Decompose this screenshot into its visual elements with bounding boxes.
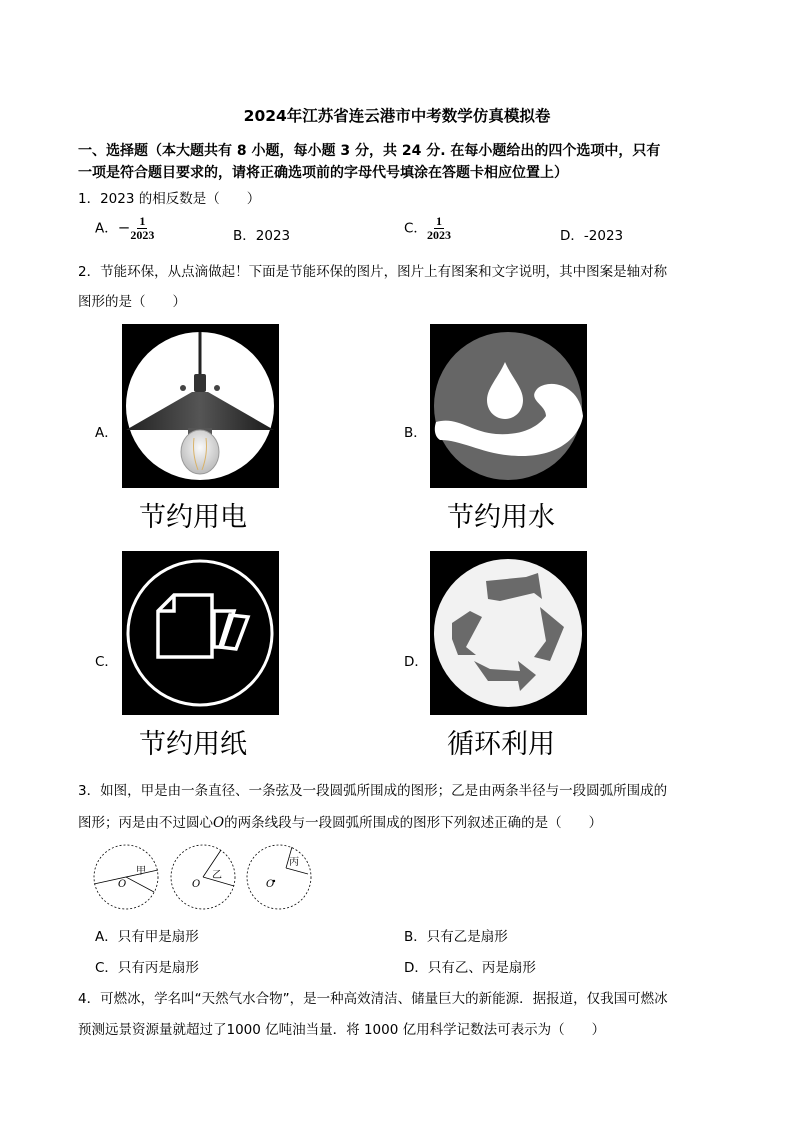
denominator: 2023 — [130, 228, 155, 242]
o-label: O — [266, 879, 275, 890]
q2-stem-line1: 2．节能环保，从点滴做起！下面是节能环保的图片，图片上有图案和文字说明，其中图案是轴对称 — [78, 264, 668, 280]
recycle-image — [430, 551, 587, 715]
paper-icon — [122, 551, 279, 715]
q2-stem-line2: 图形的是（ ） — [78, 294, 186, 310]
figure-bing — [247, 845, 311, 909]
water-image — [430, 324, 587, 488]
denominator: 2023 — [426, 228, 451, 242]
fraction — [130, 215, 154, 242]
q2-label-a: A． — [95, 425, 118, 441]
q1-option-c — [404, 215, 451, 242]
jia-label: 甲 — [136, 866, 146, 877]
q1-option-a-label: A． — [95, 220, 118, 237]
q1-option-b: B．2023 — [233, 228, 291, 244]
q3-option-c: C．只有丙是扇形 — [95, 960, 199, 976]
fraction — [427, 215, 451, 242]
q1-option-d: D．-2023 — [560, 228, 624, 244]
q2-label-b: B． — [404, 425, 427, 441]
q1-option-c-label: C． — [404, 220, 427, 237]
minus-sign: − — [117, 218, 131, 237]
circles-figure — [92, 840, 322, 914]
o-label: O — [118, 879, 127, 890]
section-header-line2: 一项是符合题目要求的，请将正确选项前的字母代号填涂在答题卡相应位置上） — [78, 165, 568, 181]
q2-label-c: C． — [95, 654, 118, 670]
q3-option-d: D．只有乙、丙是扇形 — [404, 960, 536, 976]
paper-image — [122, 551, 279, 715]
q3-option-b: B．只有乙是扇形 — [404, 929, 508, 945]
q1-option-a — [95, 215, 154, 242]
q2-caption-d: 循环利用 — [447, 729, 555, 760]
q2-caption-b: 节约用水 — [447, 502, 555, 533]
q4-stem-line2: 预测远景资源量就超过了1000 亿吨油当量．将 1000 亿用科学记数法可表示为（ ） — [78, 1022, 606, 1038]
q3-stem-line2-part2: 的两条线段与一段圆弧所围成的图形下列叙述正确的是（ ） — [224, 815, 603, 831]
numerator: 1 — [139, 214, 146, 228]
lamp-icon — [122, 324, 279, 488]
lamp-image — [122, 324, 279, 488]
recycle-icon — [430, 551, 587, 715]
yi-label: 乙 — [212, 870, 222, 881]
q2-caption-c: 节约用纸 — [139, 729, 247, 760]
figure-yi — [171, 845, 235, 909]
q3-stem-line2-part1: 图形；丙是由不过圆心 — [78, 815, 213, 831]
q3-stem-line2 — [78, 811, 602, 831]
bing-label: 丙 — [289, 857, 299, 868]
q4-stem-line1: 4．可燃冰，学名叫“天然气水合物”，是一种高效清洁、储量巨大的新能源．据报道，仅我国可燃冰 — [78, 991, 668, 1007]
water-drop-icon — [430, 324, 587, 488]
figure-jia — [94, 845, 158, 909]
section-header-line1: 一、选择题（本大题共有 8 小题，每小题 3 分，共 24 分. 在每小题给出的四个选项中，只有 — [78, 143, 661, 159]
q3-stem-line1: 3．如图，甲是由一条直径、一条弦及一段圆弧所围成的图形；乙是由两条半径与一段圆弧所围成的 — [78, 783, 668, 799]
center-o-symbol: O — [213, 815, 225, 831]
page-title: 2024年江苏省连云港市中考数学仿真模拟卷 — [243, 107, 551, 125]
o-label: O — [192, 879, 201, 890]
q3-option-a: A．只有甲是扇形 — [95, 929, 199, 945]
q2-caption-a: 节约用电 — [139, 502, 247, 533]
q2-label-d: D． — [404, 654, 428, 670]
numerator: 1 — [435, 214, 442, 228]
q1-stem: 1．2023 的相反数是（ ） — [78, 191, 261, 207]
